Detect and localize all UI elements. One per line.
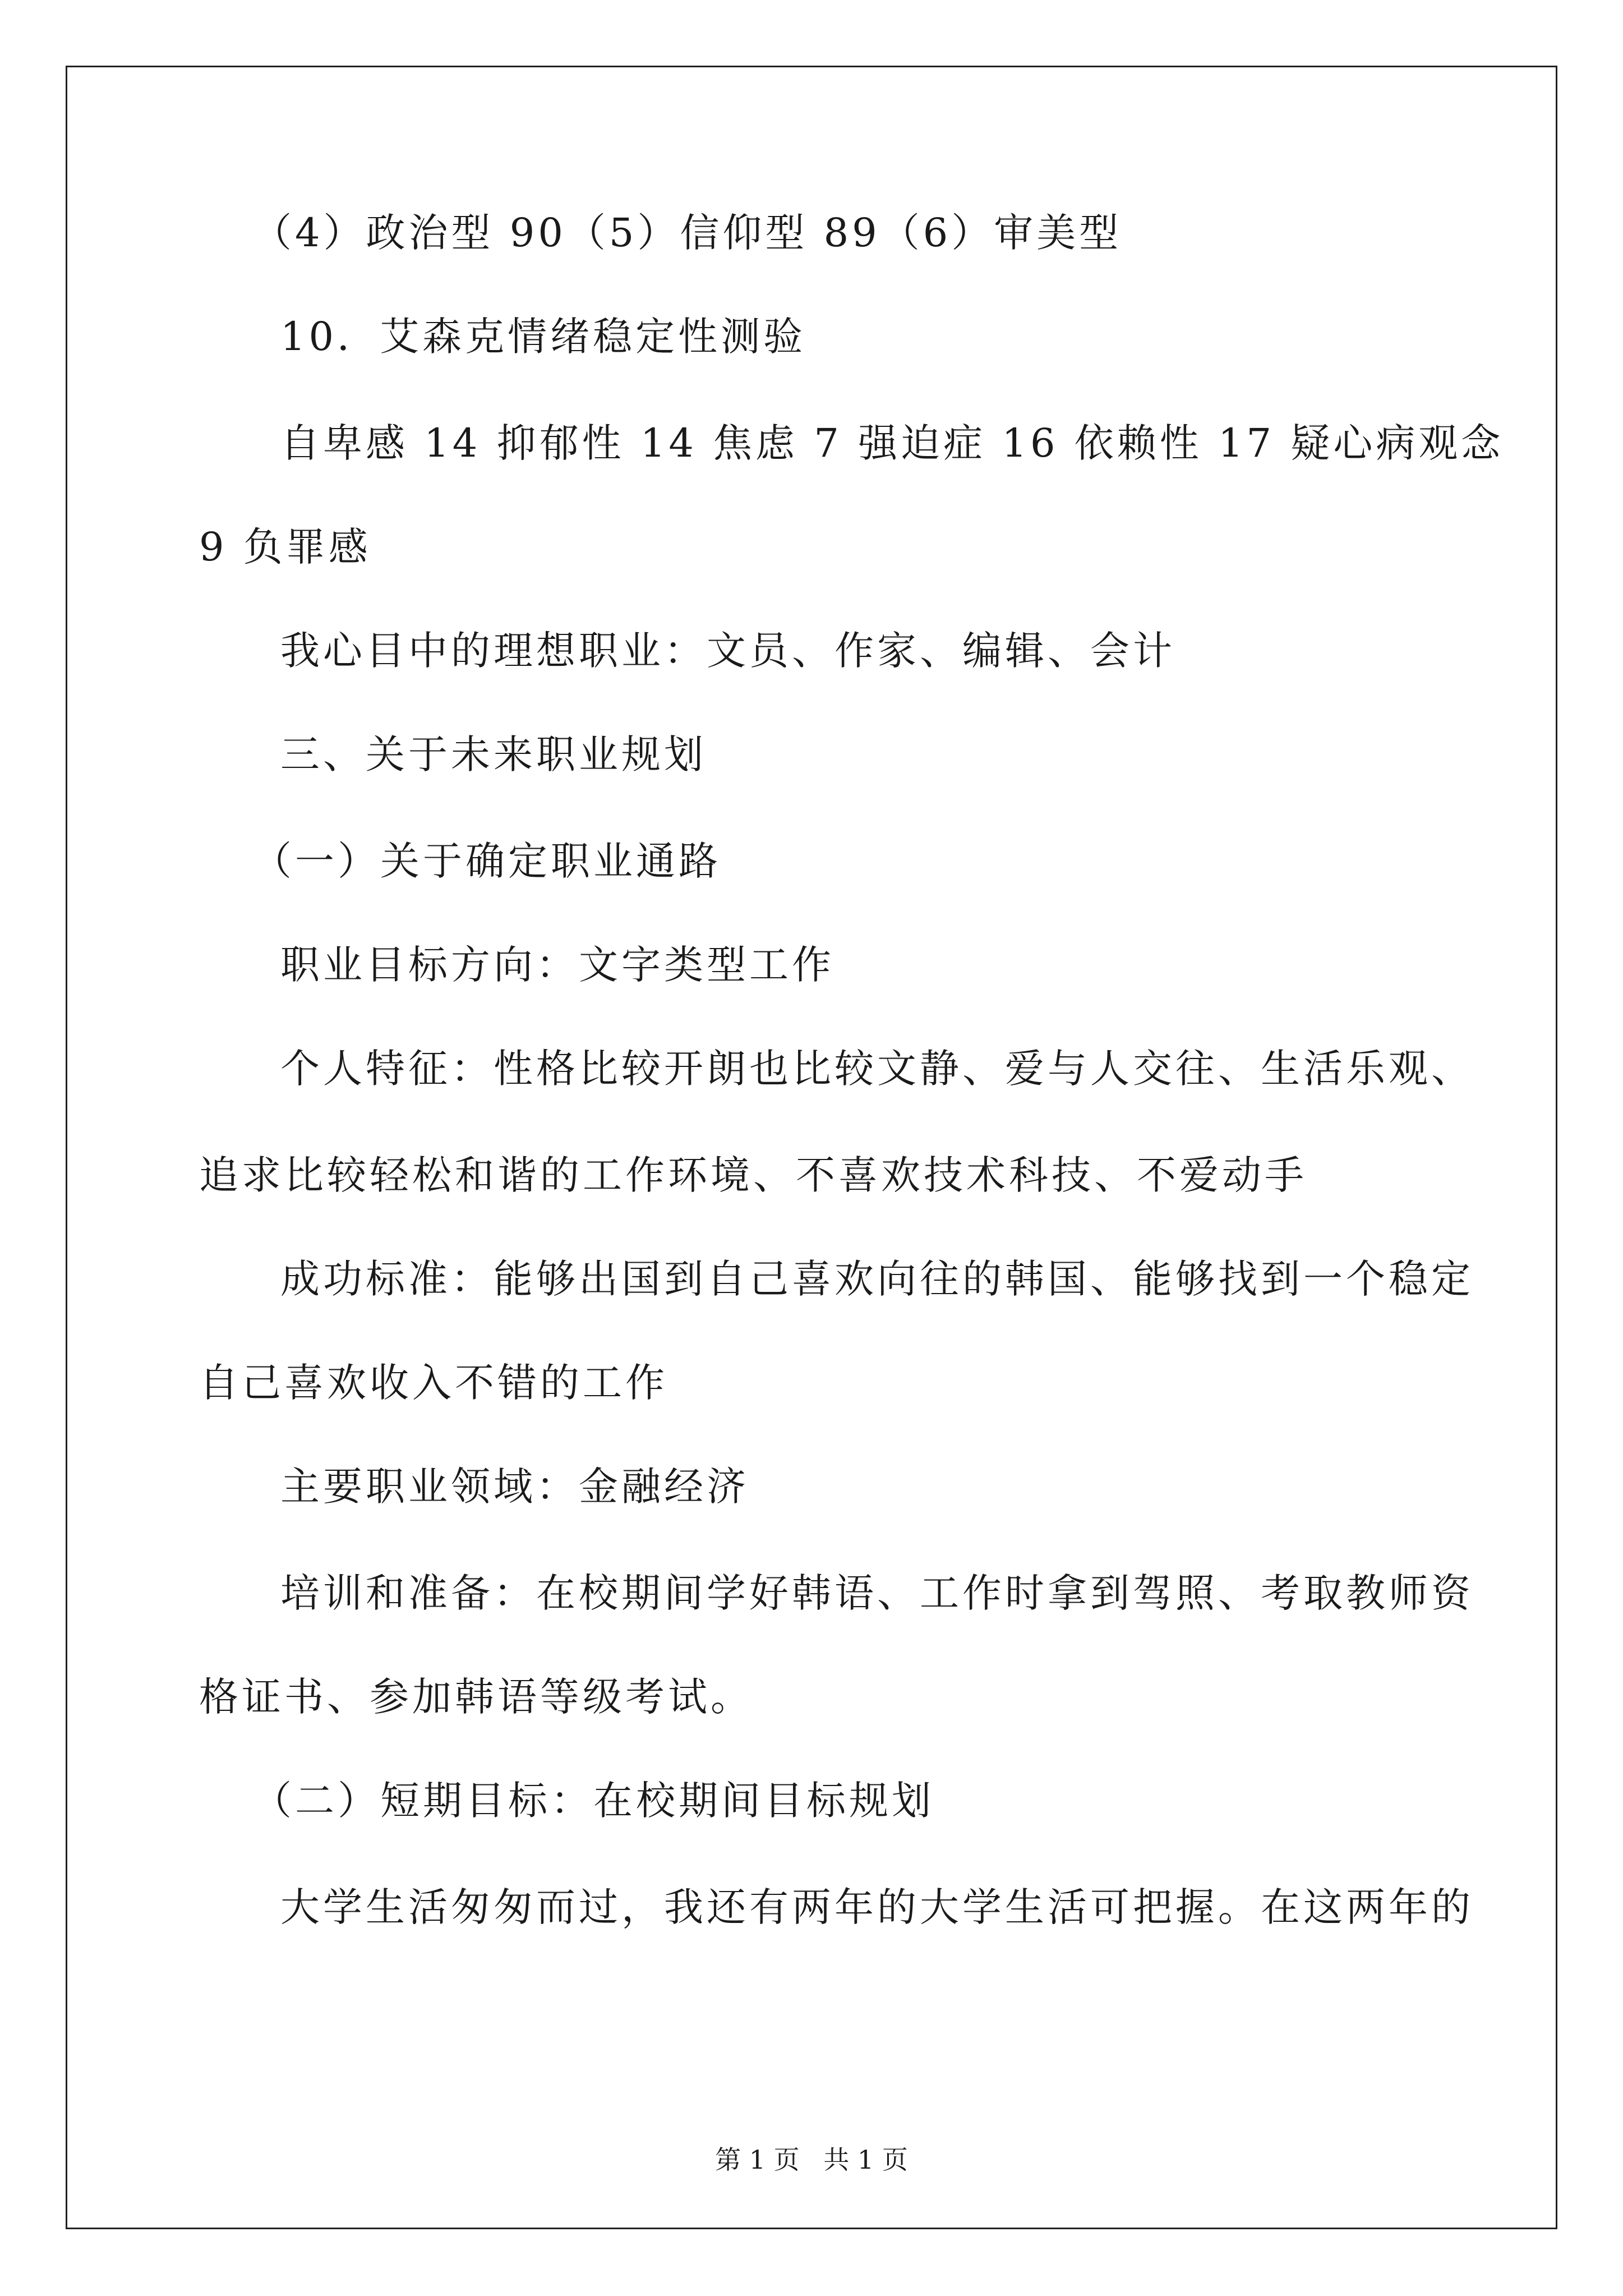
section-heading: 三、关于未来职业规划 <box>280 731 707 777</box>
text-line: 职业目标方向：文字类型工作 <box>280 942 834 988</box>
text-line: 个人特征：性格比较开朗也比较文静、爱与人交往、生活乐观、 <box>280 1046 1474 1092</box>
text-line: 培训和准备：在校期间学好韩语、工作时拿到驾照、考取教师资 <box>280 1570 1474 1616</box>
text-line: 自卑感 14 抑郁性 14 焦虑 7 强迫症 16 依赖性 17 疑心病观念 <box>280 420 1504 466</box>
text-line: 10．艾森克情绪稳定性测验 <box>280 314 806 360</box>
text-line: 我心目中的理想职业：文员、作家、编辑、会计 <box>280 628 1175 674</box>
text-line: 成功标准：能够出国到自己喜欢向往的韩国、能够找到一个稳定 <box>280 1256 1474 1302</box>
page-footer <box>0 2143 1623 2177</box>
page-total: 共 1 页 <box>823 2145 908 2175</box>
text-line: 格证书、参加韩语等级考试。 <box>199 1674 753 1720</box>
text-line: 9 负罪感 <box>199 524 371 570</box>
page-number: 第 1 页 <box>715 2145 800 2175</box>
text-line: （4）政治型 90（5）信仰型 89（6）审美型 <box>252 210 1122 256</box>
text-line: 自己喜欢收入不错的工作 <box>199 1360 668 1406</box>
text-line: 追求比较轻松和谐的工作环境、不喜欢技术科技、不爱动手 <box>199 1152 1307 1198</box>
subsection-heading: （二）短期目标：在校期间目标规划 <box>252 1778 934 1824</box>
text-line: 主要职业领域：金融经济 <box>280 1464 749 1510</box>
text-line: 大学生活匆匆而过，我还有两年的大学生活可把握。在这两年的 <box>280 1884 1474 1930</box>
subsection-heading: （一）关于确定职业通路 <box>252 838 721 884</box>
